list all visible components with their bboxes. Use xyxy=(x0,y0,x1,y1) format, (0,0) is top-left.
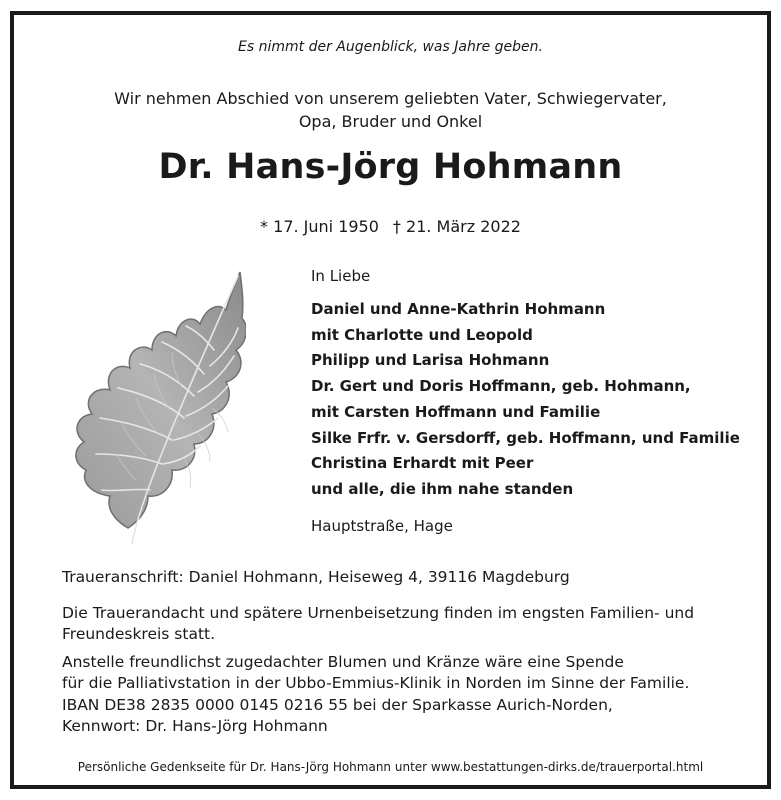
deceased-name: Dr. Hans-Jörg Hohmann xyxy=(158,147,623,187)
donation-line: Kennwort: Dr. Hans-Jörg Hohmann xyxy=(62,717,328,735)
mourners-list xyxy=(311,297,740,503)
intro-text xyxy=(14,87,767,133)
mourner-line: Philipp und Larisa Hohmann xyxy=(311,351,550,370)
life-dates xyxy=(14,217,767,236)
donation-line: für die Palliativstation in der Ubbo-Emmius-Klinik in Norden im Sinne der Familie. xyxy=(62,674,690,692)
donation-text xyxy=(62,652,752,738)
mourner-line: mit Carsten Hoffmann und Familie xyxy=(311,402,601,421)
place-label: Hauptstraße, Hage xyxy=(311,516,453,535)
intro-line: Wir nehmen Abschied von unserem geliebten Vater, Schwiegervater, xyxy=(114,89,667,108)
mourner-line: Dr. Gert und Doris Hoffmann, geb. Hohmann, xyxy=(311,377,691,396)
obituary-frame xyxy=(10,11,771,789)
mourner-line: und alle, die ihm nahe standen xyxy=(311,479,574,498)
info-block xyxy=(62,567,752,738)
in-love-label: In Liebe xyxy=(311,267,371,285)
ceremony-text xyxy=(62,603,752,646)
mourning-address: Traueranschrift: Daniel Hohmann, Heiseweg 4, 39116 Magdeburg xyxy=(62,568,570,586)
intro-line: Opa, Bruder und Onkel xyxy=(298,112,483,131)
birth-date: * 17. Juni 1950 xyxy=(260,217,379,236)
mourner-line: mit Charlotte und Leopold xyxy=(311,325,533,344)
donation-line: IBAN DE38 2835 0000 0145 0216 55 bei der Sparkasse Aurich-Norden, xyxy=(62,695,613,714)
mourner-line: Daniel und Anne-Kathrin Hohmann xyxy=(311,300,606,318)
mourner-line: Christina Erhardt mit Peer xyxy=(311,454,534,473)
ceremony-line: Die Trauerandacht und spätere Urnenbeisetzung finden im engsten Familien- und xyxy=(62,603,695,622)
oak-leaf-image xyxy=(66,258,246,548)
donation-line: Anstelle freundlichst zugedachter Blumen und Kränze wäre eine Spende xyxy=(62,652,624,671)
death-date: † 21. März 2022 xyxy=(392,217,521,236)
motto: Es nimmt der Augenblick, was Jahre geben. xyxy=(238,39,543,55)
mourner-line: Silke Frfr. v. Gersdorff, geb. Hoffmann, und Familie xyxy=(311,428,740,447)
mourners-block xyxy=(311,267,740,535)
ceremony-line: Freundeskreis statt. xyxy=(62,625,216,643)
memorial-page-link: Persönliche Gedenkseite für Dr. Hans-Jörg Hohmann unter www.bestattungen-dirks.de/trauerportal.html xyxy=(77,760,704,774)
